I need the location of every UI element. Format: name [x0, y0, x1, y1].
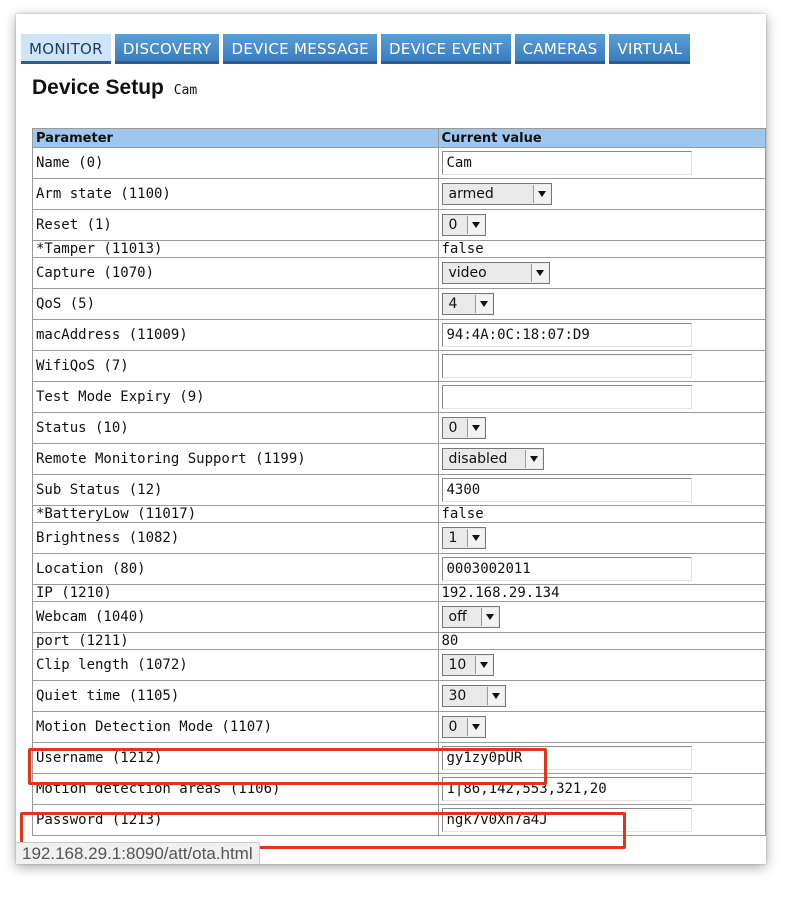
parameter-name: Webcam (1040) [33, 602, 439, 633]
parameter-value-input[interactable] [442, 385, 692, 409]
select-value: 0 [448, 719, 458, 735]
parameter-value-select[interactable] [442, 448, 544, 470]
browser-frame [16, 14, 766, 864]
parameter-value-cell [438, 413, 766, 444]
parameter-name: WifiQoS (7) [33, 351, 439, 382]
parameter-value-select[interactable] [442, 716, 486, 738]
parameter-value-cell [438, 774, 766, 805]
table-row [33, 602, 766, 633]
table-row [33, 743, 766, 774]
parameter-value-select[interactable] [442, 606, 500, 628]
parameter-value-text: 192.168.29.134 [441, 585, 560, 601]
parameter-value-cell [438, 241, 766, 258]
parameter-value-select[interactable] [442, 417, 486, 439]
page-title [32, 76, 197, 100]
parameter-value-cell [438, 523, 766, 554]
parameter-value-cell [438, 179, 766, 210]
parameter-value-cell [438, 712, 766, 743]
parameter-name: Remote Monitoring Support (1199) [33, 444, 439, 475]
device-parameters-table [32, 128, 766, 836]
tab-discovery[interactable]: DISCOVERY [115, 34, 220, 64]
parameter-value-input[interactable]: 1|86,142,553,321,20 [442, 777, 692, 801]
table-row [33, 712, 766, 743]
parameter-value-select[interactable] [442, 654, 494, 676]
dropdown-arrow-icon[interactable] [525, 450, 542, 468]
select-value: 0 [448, 217, 458, 233]
parameter-value-cell [438, 743, 766, 774]
parameter-name: Motion Detection Mode (1107) [33, 712, 439, 743]
table-row [33, 805, 766, 836]
parameter-value-input[interactable]: gy1zy0pUR [442, 746, 692, 770]
select-value: 30 [448, 688, 467, 704]
tab-monitor[interactable]: MONITOR [21, 34, 111, 64]
tab-bar [21, 34, 766, 64]
dropdown-arrow-icon[interactable] [487, 687, 504, 705]
dropdown-arrow-icon[interactable] [475, 656, 492, 674]
dropdown-arrow-icon[interactable] [475, 295, 492, 313]
parameter-name: Brightness (1082) [33, 523, 439, 554]
parameter-value-select[interactable] [442, 293, 494, 315]
parameter-value-select[interactable] [442, 685, 506, 707]
select-value: 0 [448, 420, 458, 436]
select-value: video [448, 265, 487, 281]
parameter-value-cell [438, 382, 766, 413]
parameter-name: IP (1210) [33, 585, 439, 602]
parameter-name: macAddress (11009) [33, 320, 439, 351]
table-row [33, 320, 766, 351]
parameter-value-cell [438, 506, 766, 523]
parameter-name: Quiet time (1105) [33, 681, 439, 712]
parameter-value-cell [438, 681, 766, 712]
table-row [33, 179, 766, 210]
select-value: armed [448, 186, 494, 202]
table-row [33, 351, 766, 382]
parameter-name: Location (80) [33, 554, 439, 585]
parameter-value-text: 80 [441, 633, 459, 649]
parameter-name: Name (0) [33, 148, 439, 179]
table-row [33, 382, 766, 413]
table-row [33, 289, 766, 320]
parameter-name: QoS (5) [33, 289, 439, 320]
dropdown-arrow-icon[interactable] [467, 419, 484, 437]
table-row [33, 554, 766, 585]
parameter-value-select[interactable] [442, 527, 486, 549]
parameter-name: port (1211) [33, 633, 439, 650]
parameter-name: Test Mode Expiry (9) [33, 382, 439, 413]
select-value: 1 [448, 530, 458, 546]
dropdown-arrow-icon[interactable] [533, 185, 550, 203]
table-row [33, 148, 766, 179]
parameter-value-cell [438, 633, 766, 650]
table-row [33, 258, 766, 289]
parameter-value-cell [438, 602, 766, 633]
parameter-value-cell [438, 554, 766, 585]
parameter-name: Status (10) [33, 413, 439, 444]
parameter-value-cell [438, 805, 766, 836]
select-value: disabled [448, 451, 508, 467]
parameter-name: Sub Status (12) [33, 475, 439, 506]
parameter-value-select[interactable] [442, 214, 486, 236]
tab-device-event[interactable]: DEVICE EVENT [381, 34, 511, 64]
table-row [33, 413, 766, 444]
parameter-value-cell [438, 320, 766, 351]
table-row [33, 506, 766, 523]
parameter-value-text: false [441, 506, 484, 522]
table-row [33, 774, 766, 805]
parameter-value-cell [438, 148, 766, 179]
parameter-value-input[interactable]: 94:4A:0C:18:07:D9 [442, 323, 692, 347]
table-row [33, 241, 766, 258]
parameter-name: Password (1213) [33, 805, 439, 836]
table-row [33, 523, 766, 554]
column-header-parameter: Parameter [33, 129, 439, 148]
parameter-value-input[interactable]: Cam [442, 151, 692, 175]
parameter-value-cell [438, 444, 766, 475]
parameter-value-cell [438, 210, 766, 241]
parameter-name: Capture (1070) [33, 258, 439, 289]
parameter-value-input[interactable]: ngk7v0Xn7a4J [442, 808, 692, 832]
table-row [33, 681, 766, 712]
table-row [33, 444, 766, 475]
tab-cameras[interactable]: CAMERAS [515, 34, 606, 64]
parameter-value-select[interactable] [442, 262, 550, 284]
parameter-name: Arm state (1100) [33, 179, 439, 210]
table-row [33, 210, 766, 241]
parameter-value-input[interactable]: 0003002011 [442, 557, 692, 581]
page-title-text: Device Setup [32, 76, 164, 99]
dropdown-arrow-icon[interactable] [481, 608, 498, 626]
dropdown-arrow-icon[interactable] [531, 264, 548, 282]
parameter-name: Motion detection areas (1106) [33, 774, 439, 805]
parameter-value-input[interactable] [442, 354, 692, 378]
parameter-name: Clip length (1072) [33, 650, 439, 681]
parameter-name: *BatteryLow (11017) [33, 506, 439, 523]
status-bar-url: 192.168.29.1:8090/att/ota.html [16, 842, 260, 864]
parameter-value-cell [438, 475, 766, 506]
parameter-value-select[interactable] [442, 183, 552, 205]
select-value: 4 [448, 296, 458, 312]
table-row [33, 475, 766, 506]
parameter-value-cell [438, 351, 766, 382]
parameter-value-cell [438, 289, 766, 320]
parameter-name: Username (1212) [33, 743, 439, 774]
table-row [33, 585, 766, 602]
tab-virtual[interactable]: VIRTUAL [609, 34, 690, 64]
parameter-value-text: false [441, 241, 484, 257]
select-value: 10 [448, 657, 467, 673]
table-row [33, 633, 766, 650]
dropdown-arrow-icon[interactable] [467, 216, 484, 234]
parameter-value-input[interactable]: 4300 [442, 478, 692, 502]
parameter-value-cell [438, 650, 766, 681]
column-header-current-value: Current value [438, 129, 766, 148]
table-row [33, 650, 766, 681]
dropdown-arrow-icon[interactable] [467, 529, 484, 547]
parameter-value-cell [438, 258, 766, 289]
parameter-value-cell [438, 585, 766, 602]
select-value: off [448, 609, 467, 625]
tab-device-message[interactable]: DEVICE MESSAGE [223, 34, 376, 64]
parameter-name: Reset (1) [33, 210, 439, 241]
device-name: Cam [173, 83, 198, 98]
dropdown-arrow-icon[interactable] [467, 718, 484, 736]
parameter-name: *Tamper (11013) [33, 241, 439, 258]
